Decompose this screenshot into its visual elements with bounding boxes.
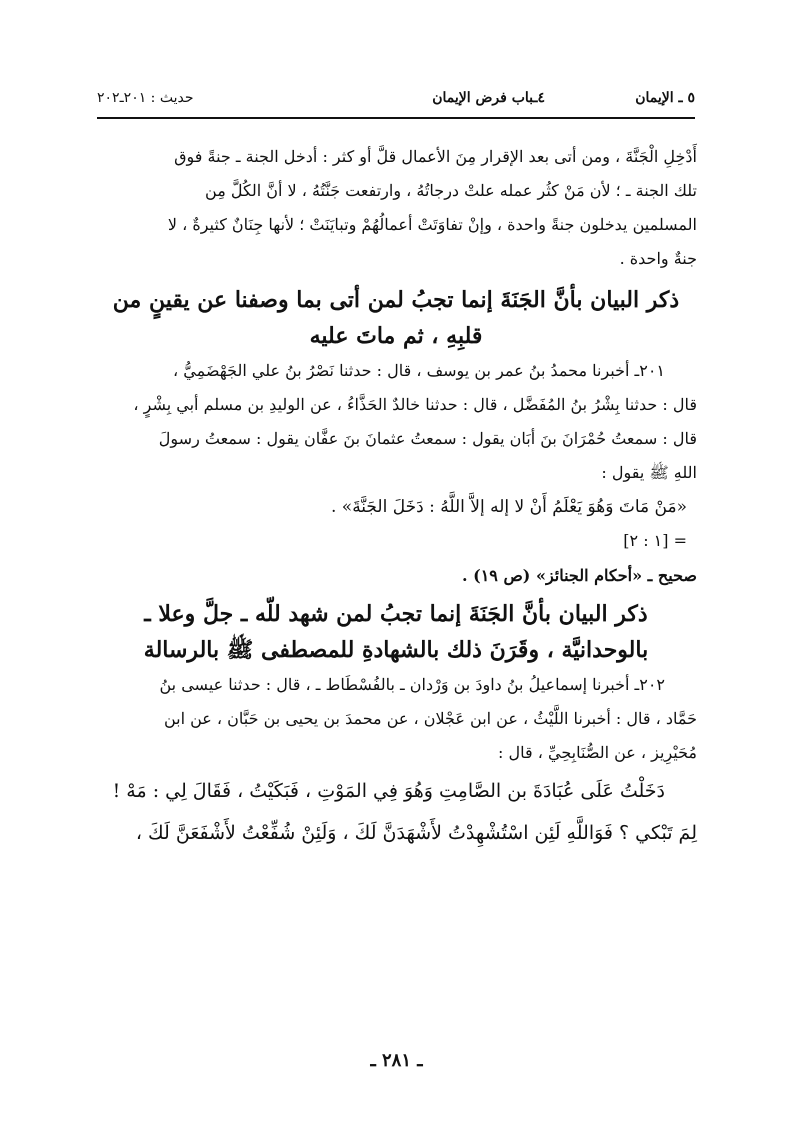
chapter-heading-1 bbox=[95, 282, 697, 354]
isnad-line: حَمَّاد ، قال : أخبرنا اللَّيْثُ ، عن ابن عَجْلان ، عن محمدَ بن يحيى بن حَبَّان ، عن ابن bbox=[163, 709, 697, 728]
heading-line: قلبِهِ ، ثم ماتَ عليه bbox=[309, 323, 483, 349]
heading-line: ذكر البيان بأنَّ الجَنَةَ إنما تجبُ لمن شهد للّه ـ جلَّ وعلا ـ bbox=[144, 601, 648, 627]
page-body bbox=[95, 140, 697, 854]
isnad-line: اللهِ ﷺ يقول : bbox=[601, 463, 697, 482]
text-line: جنةٌ واحدة . bbox=[619, 249, 697, 268]
hadith-201 bbox=[95, 354, 697, 594]
header-rule bbox=[97, 117, 695, 119]
isnad-line: ٢٠١ـ أخبرنا محمدُ بنُ عمر بن يوسف ، قال : حدثنا نَصْرُ بنُ علي الجَهْضَمِيُّ ، bbox=[173, 361, 665, 380]
isnad-line: قال : حدثنا بِشْرُ بنُ المُفَضَّل ، قال : حدثنا خالدٌ الحَذَّاءُ ، عن الوليدِ بن مسلم أبي بِشْرٍ ، bbox=[133, 395, 697, 414]
heading-line: بالوحدانيَّة ، وقَرَنَ ذلك بالشهادةِ للمصطفى ﷺ بالرسالة bbox=[143, 637, 649, 663]
hadith-reference: = [١ : ٢] bbox=[623, 531, 687, 550]
text-line: تلك الجنة ـ ؛ لأن مَنْ كثُر عمله علتْ درجاتُهُ ، وارتفعت جَنَّتُهُ ، لا أنَّ الكُلَّ مِن bbox=[205, 181, 697, 200]
matn-line: دَخَلْتُ عَلَى عُبَادَةَ بن الصَّامِتِ وَهُوَ فِي المَوْتِ ، فَبَكَيْتُ ، فَقَالَ لِي : مَهْ ! bbox=[112, 780, 665, 802]
hadith-202 bbox=[95, 668, 697, 854]
hadith-grade: صحيح ـ «أحكام الجنائز» (ص ١٩) . bbox=[461, 566, 697, 585]
chapter-heading-2 bbox=[95, 596, 697, 668]
hadith-range: حديث : ٢٠١ـ٢٠٢ bbox=[97, 90, 194, 106]
section-title: ٤ـباب فرض الإيمان bbox=[432, 90, 545, 106]
text-line: المسلمين يدخلون جنةً واحدة ، وإنْ تفاوَتَتْ أعمالُهُمْ وتبايَنَتْ ؛ لأنها جِنَانٌ كثيرةٌ ، لا bbox=[167, 215, 697, 234]
text-line: أَدْخِلِ الْجَنَّةَ ، ومن أتى بعد الإقرار مِنَ الأعمال قلَّ أو كثر : أدخل الجنة ـ جنةً فوق bbox=[174, 147, 697, 166]
page-number: ـ ٢٨١ ـ bbox=[370, 1050, 423, 1071]
hadith-matn: «مَنْ مَاتَ وَهُوَ يَعْلَمُ أَنْ لا إله إلاَّ اللَّهُ : دَخَلَ الجَنَّةَ» . bbox=[330, 497, 687, 517]
chapter-title: ٥ ـ الإيمان bbox=[635, 90, 695, 106]
isnad-line: ٢٠٢ـ أخبرنا إسماعيلُ بنُ داودَ بن وَرْدان ـ بالفُسْطَاط ـ ، قال : حدثنا عيسى بنُ bbox=[159, 675, 665, 694]
paragraph-continuation bbox=[95, 140, 697, 276]
isnad-line: قال : سمعتُ حُمْرَانَ بنَ أبَان يقول : سمعتُ عثمانَ بنَ عفَّان يقول : سمعتُ رسولَ bbox=[158, 429, 697, 448]
heading-line: ذكر البيان بأنَّ الجَنَةَ إنما تجبُ لمن أتى بما وصفنا عن يقينٍ من bbox=[112, 287, 680, 313]
matn-line: لِمَ تَبْكي ؟ فَوَاللَّهِ لَئِن اسْتُشْهِدْتُ لأَشْهَدَنَّ لَكَ ، وَلَئِنْ شُفِّعْتُ لأَشْفَعَنَّ لَكَ ، bbox=[135, 822, 697, 844]
running-header bbox=[97, 88, 695, 114]
isnad-line: مُحَيْرِيز ، عن الصُّنَابِحِيِّ ، قال : bbox=[498, 743, 697, 762]
